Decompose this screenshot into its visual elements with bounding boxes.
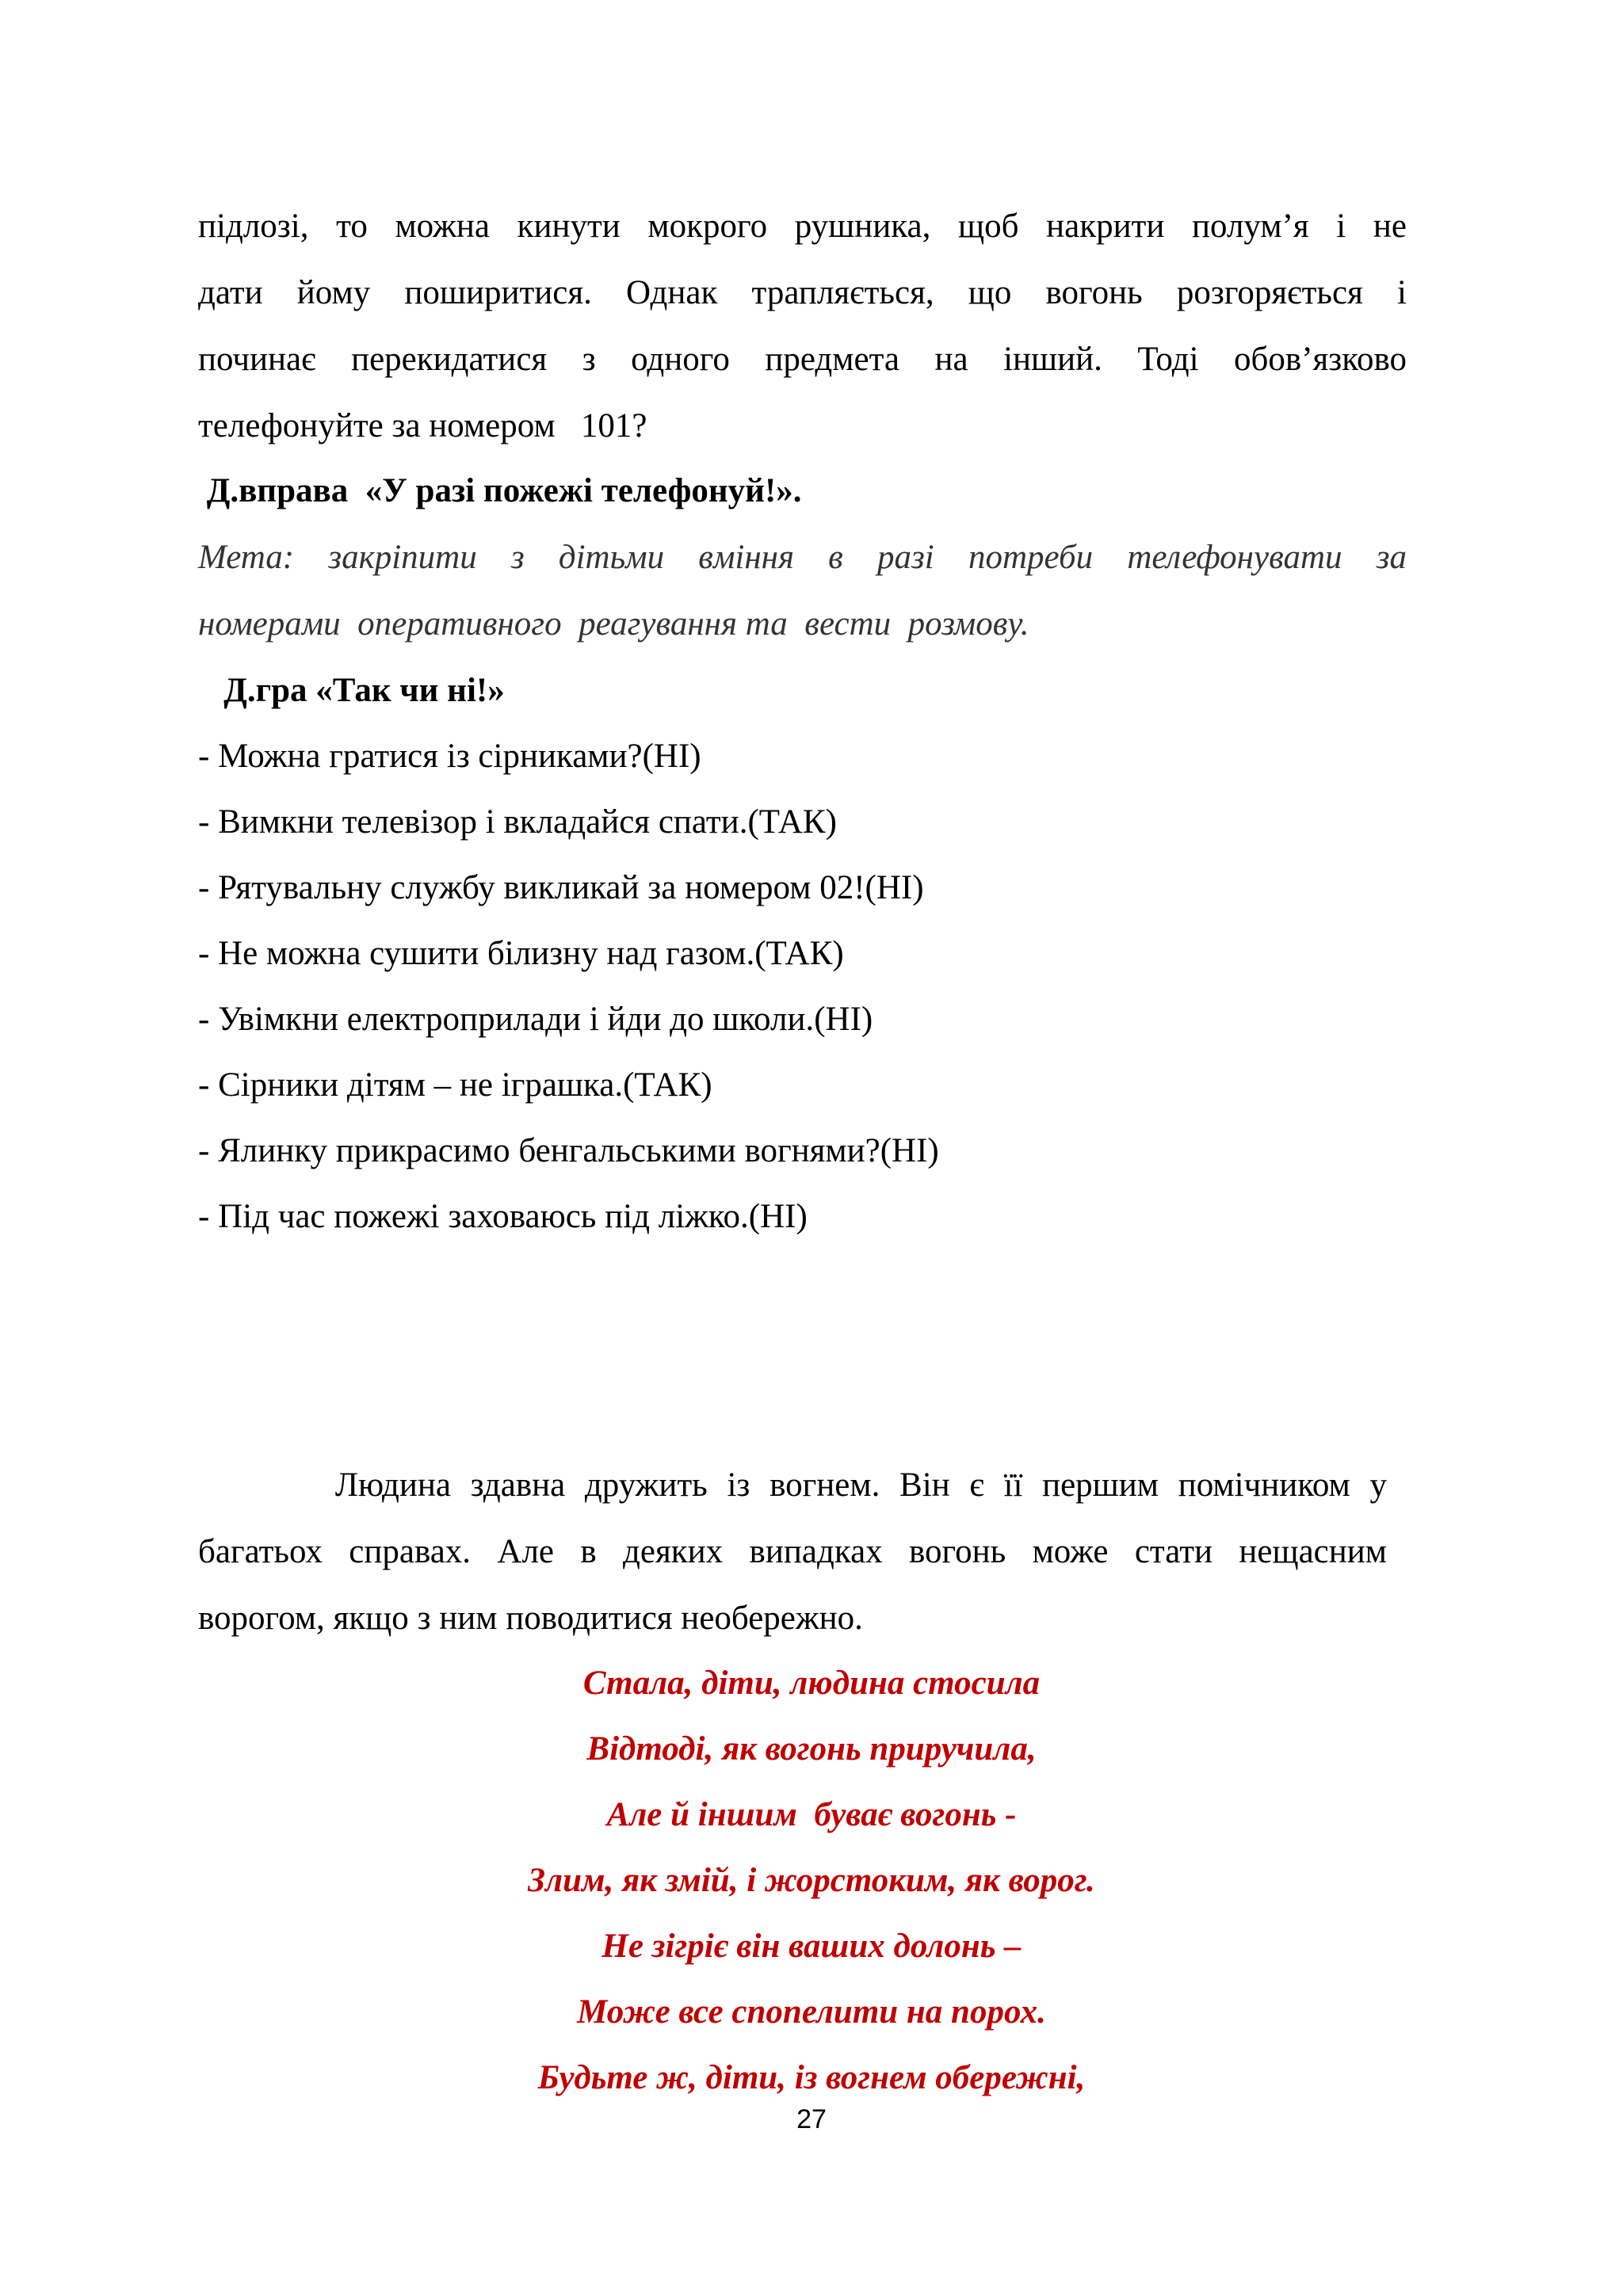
list-item: - Можна гратися із сірниками?(НІ) bbox=[198, 738, 701, 775]
game-title: Д.гра «Так чи ні!» bbox=[198, 672, 505, 709]
list-item: - Вимкни телевізор і вкладайся спати.(ТАК) bbox=[198, 803, 837, 841]
list-item: - Рятувальну службу викликай за номером 02!(НІ) bbox=[198, 869, 924, 906]
poem-line: Будьте ж, діти, із вогнем обережні, bbox=[537, 2059, 1086, 2096]
exercise-goal bbox=[198, 524, 1407, 658]
top-paragraph bbox=[198, 193, 1407, 460]
paragraph-line: Людина здавна дружить із вогнем. Він є її першим помічником у bbox=[198, 1466, 1388, 1504]
list-item: - Увімкни електроприлади і йди до школи.(НІ) bbox=[198, 1001, 873, 1038]
goal-line: номерами оперативного реагування та вести розмову. bbox=[198, 605, 1029, 643]
list-item: - Під час пожежі заховаюсь під ліжко.(НІ) bbox=[198, 1198, 808, 1235]
list-item: - Сірники дітям – не іграшка.(ТАК) bbox=[198, 1066, 712, 1104]
poem-line: Злим, як змій, і жорстоким, як ворог. bbox=[528, 1862, 1095, 1899]
paragraph-line: телефонуйте за номером 101? bbox=[198, 407, 647, 444]
poem-line: Може все спопелити на порох. bbox=[577, 1993, 1046, 2031]
list-item: - Ялинку прикрасимо бенгальськими вогнями?(НІ) bbox=[198, 1132, 939, 1169]
goal-line: Мета: закріпити з дітьми вміння в разі потреби телефонувати за bbox=[198, 539, 1407, 576]
poem-line: Відтоді, як вогонь приручила, bbox=[586, 1730, 1037, 1768]
exercise-title: Д.вправа «У разі пожежі телефонуй!». bbox=[198, 472, 802, 509]
intro-paragraph bbox=[198, 1452, 1387, 1652]
poem-line: Але й іншим буває вогонь - bbox=[606, 1796, 1017, 1833]
paragraph-line: починає перекидатися з одного предмета на інший. Тоді обов’язково bbox=[198, 341, 1407, 378]
poem-line: Не зігріє він ваших долонь – bbox=[601, 1928, 1022, 1965]
page-number: 27 bbox=[796, 2104, 827, 2134]
paragraph-line: ворогом, якщо з ним поводитися необережно. bbox=[198, 1600, 863, 1637]
game-question-list bbox=[198, 723, 1407, 1249]
poem-line: Стала, діти, людина стосила bbox=[582, 1665, 1041, 1702]
poem bbox=[0, 1650, 1623, 2111]
paragraph-line: багатьох справах. Але в деяких випадках вогонь може стати нещасним bbox=[198, 1533, 1387, 1570]
paragraph-line: дати йому поширитися. Однак трапляється, що вогонь розгоряється і bbox=[198, 274, 1407, 311]
paragraph-line: підлозі, то можна кинути мокрого рушника, щоб накрити полум’я і не bbox=[198, 208, 1407, 245]
list-item: - Не можна сушити білизну над газом.(ТАК) bbox=[198, 935, 844, 972]
